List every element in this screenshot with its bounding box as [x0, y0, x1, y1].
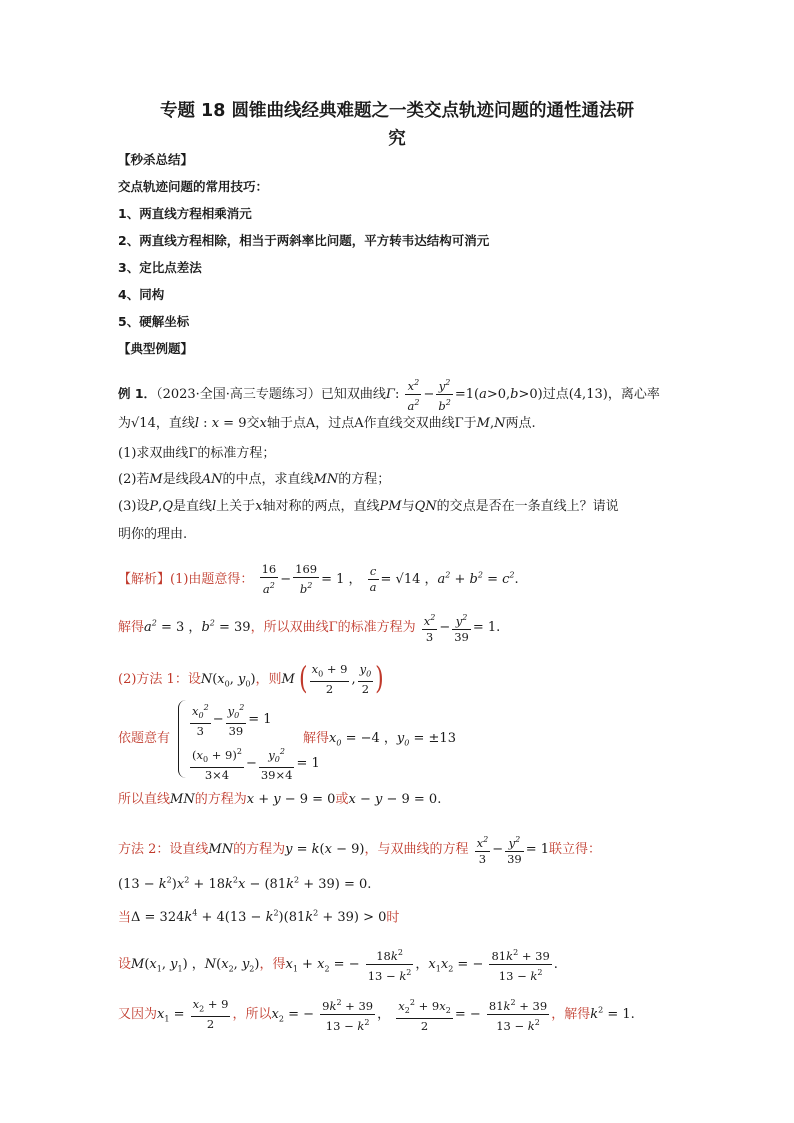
- system-eq-1: $\frac{x_0^2}{3}$ − $\frac{y_0^2}{39}$ = 1: [188, 700, 272, 739]
- tip-item: 3、定比点差法: [118, 260, 202, 275]
- vieta-line: 设$M(x_1$, $y_1$) ，$N(x_2$, $y_2$)，得$x_1 + x_2$ = − $\frac{18k^2}{13 - k^2}$ ，$x_1x_2$ = − $\frac{81k^2 + 39}{13 - k^2}$ .: [118, 945, 558, 984]
- section-examples-heading: 【典型例题】: [118, 341, 194, 356]
- question-3-cont: 明你的理由.: [118, 527, 188, 542]
- solution-line-2: 解得$a^2 = 3$ ，$b^2 = 39$，所以双曲线Γ的标准方程为 $\frac{x^2}{3}$ − $\frac{y^2}{39}$ = 1.: [118, 610, 500, 645]
- question-1: (1)求双曲线Γ的标准方程；: [118, 446, 276, 461]
- system-solution: 解得$x_0 = -4$ ，$y_0 = \pm 13$: [303, 731, 456, 748]
- system-prefix: 依题意有: [118, 731, 171, 746]
- tip-item: 5、硬解坐标: [118, 314, 190, 329]
- final-line: 又因为$x_1$ = $\frac{x_2 + 9}{2}$ ，所以$x_2$ = − $\frac{9k^2 + 39}{13 - k^2}$ ， $\frac{x_2^2 + 9x_2}{2}$ = − $\frac{81k^2 + 39}{13 - k^2}$ ，解得$k^2 = 1$.: [118, 996, 635, 1034]
- section-summary-heading: 【秒杀总结】: [118, 152, 194, 167]
- document-title: [112, 97, 682, 153]
- method-1-line: (2)方法 1：设$N(x_0$, $y_0$)，则M ( $\frac{x_0 + 9}{2}$ , $\frac{y_0}{2}$ ): [118, 661, 384, 697]
- tip-item: 4、同构: [118, 287, 165, 302]
- title-line-1: 专题 18 圆锥曲线经典难题之一类交点轨迹问题的通性通法研: [159, 101, 635, 121]
- example-label: 例 1．: [118, 385, 157, 401]
- example-1-line-2: 为√14，直线l : x = 9交x轴于点A，过点A作直线交双曲线Γ于M,N两点.: [118, 416, 536, 431]
- tip-item: 1、两直线方程相乘消元: [118, 206, 252, 221]
- solution-line-1: 【解析】(1)由题意得： $\frac{16}{a^2}$ − $\frac{169}{b^2}$ = 1 ， $\frac{c}{a}$ = √14 ，$a^2 + b^2 = c^2$.: [118, 562, 519, 596]
- question-2: (2)若M是线段AN的中点，求直线MN的方程；: [118, 472, 391, 487]
- question-3: (3)设P,Q是直线l上关于x轴对称的两点，直线PM与QN的交点是否在一条直线上？请说: [118, 499, 619, 514]
- tips-intro: 交点轨迹问题的常用技巧：: [118, 179, 269, 194]
- discriminant-line: 当$\Delta = 324k^4 + 4(13 - k^2)(81k^2 + 39) > 0$时: [118, 909, 400, 926]
- system-eq-2: $\frac{(x_0 + 9)^2}{3\times 4}$ − $\frac{y_0^2}{39\times 4}$ = 1: [188, 744, 320, 783]
- line-mn-result: 所以直线MN的方程为x + y − 9 = 0或x − y − 9 = 0.: [118, 792, 442, 807]
- tip-item: 2、两直线方程相除，相当于两斜率比问题，平方转韦达结构可消元: [118, 233, 490, 248]
- title-line-2: 究: [388, 129, 406, 149]
- quadratic-equation: $(13 - k^2)x^2 + 18k^2x - (81k^2 + 39) = 0$.: [118, 876, 372, 893]
- example-1-line-1: 例 1．（2023·全国·高三专题练习）已知双曲线Γ: $\frac{x^2}{a^2}$ − $\frac{y^2}{b^2}$ =1(a>0,b>0)过点(4,13)，离心率: [118, 375, 660, 414]
- method-2-line: 方法 2：设直线MN的方程为y = k(x − 9)，与双曲线的方程 $\frac{x^2}{3}$ − $\frac{y^2}{39}$ = 1联立得：: [118, 832, 601, 867]
